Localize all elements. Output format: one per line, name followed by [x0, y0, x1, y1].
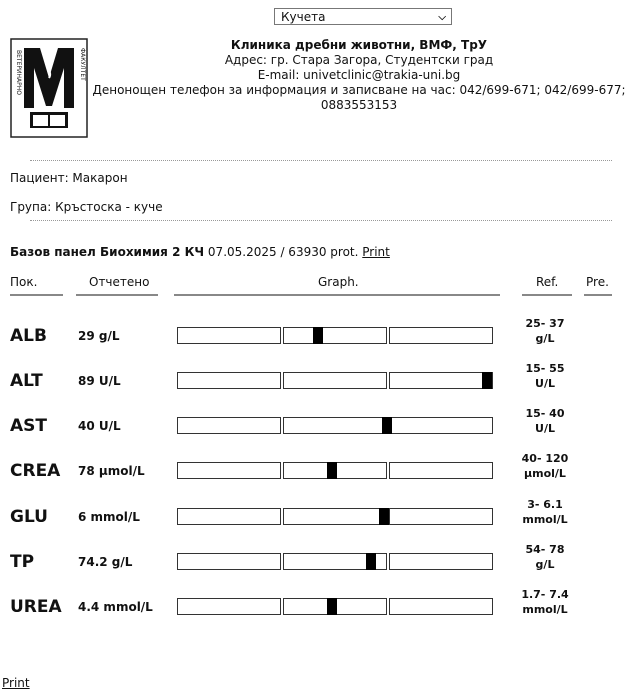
reference-range: [515, 316, 575, 346]
ref-range-text: 54- 78: [525, 543, 565, 556]
analyte-value: 29 g/L: [78, 329, 120, 343]
faculty-logo: [10, 38, 88, 138]
graph-segment-high: [389, 462, 493, 479]
analyte-value: 6 mmol/L: [78, 510, 140, 524]
result-row: [0, 498, 634, 547]
divider: [30, 220, 612, 221]
graph-segment-low: [177, 598, 281, 615]
ref-unit: g/L: [535, 558, 555, 571]
col-header-code: Пок.: [10, 275, 38, 289]
reference-range: [515, 587, 575, 617]
graph-segment-high: [389, 417, 493, 434]
graph-segment-low: [177, 372, 281, 389]
print-link-bottom[interactable]: Print: [2, 676, 30, 690]
svg-text:ФАКУЛТЕТ: ФАКУЛТЕТ: [79, 48, 86, 81]
ref-range-text: 15- 40: [525, 407, 565, 420]
analyte-value: 4.4 mmol/L: [78, 600, 153, 614]
col-header-value: Отчетено: [89, 275, 150, 289]
analyte-code: CREA: [10, 461, 61, 481]
ref-unit: mmol/L: [522, 603, 568, 616]
clinic-name: Клиника дребни животни, ВМФ, ТрУ: [230, 38, 488, 52]
graph-segment-normal: [283, 508, 387, 525]
ref-range-text: 1.7- 7.4: [521, 588, 569, 601]
ref-range-text: 40- 120: [521, 452, 569, 465]
svg-text:ВЕТЕРИНАРНО: ВЕТЕРИНАРНО: [15, 50, 22, 95]
ref-range-text: 3- 6.1: [527, 498, 563, 511]
analyte-code: ALB: [10, 326, 47, 346]
reference-range: [515, 497, 575, 527]
analyte-code: UREA: [10, 597, 62, 617]
col-underline: [584, 294, 612, 296]
reference-range: [515, 451, 575, 481]
value-marker: [482, 372, 492, 389]
ref-range-text: 25- 37: [525, 317, 565, 330]
print-link[interactable]: Print: [362, 245, 390, 259]
value-marker: [379, 508, 389, 525]
reference-range: [515, 542, 575, 572]
analyte-value: 89 U/L: [78, 374, 121, 388]
clinic-header: [84, 38, 634, 113]
result-row: [0, 543, 634, 592]
value-marker: [327, 598, 337, 615]
clinic-email: E-mail: univetclinic@trakia-uni.bg: [257, 68, 461, 82]
clinic-address: Адрес: гр. Стара Загора, Студентски град: [224, 53, 494, 67]
chevron-down-icon: ⌵: [438, 12, 446, 23]
species-select-value: Кучета: [281, 10, 326, 24]
graph-segment-high: [389, 508, 493, 525]
analyte-value: 74.2 g/L: [78, 555, 133, 569]
graph-segment-low: [177, 462, 281, 479]
panel-title: [10, 245, 390, 259]
patient-group: Група: Кръстоска - куче: [10, 200, 163, 214]
graph-segment-high: [389, 553, 493, 570]
graph-segment-high: [389, 327, 493, 344]
panel-meta: 07.05.2025 / 63930 prot.: [204, 245, 363, 259]
ref-unit: U/L: [535, 422, 555, 435]
col-underline: [522, 294, 572, 296]
col-header-pre: Pre.: [586, 275, 609, 289]
graph-segment-low: [177, 417, 281, 434]
result-row: [0, 362, 634, 411]
value-marker: [366, 553, 376, 570]
result-row: [0, 317, 634, 366]
analyte-code: GLU: [10, 507, 48, 527]
graph-segment-high: [389, 598, 493, 615]
graph-segment-normal: [283, 327, 387, 344]
graph-segment-high: [389, 372, 493, 389]
result-row: [0, 452, 634, 501]
analyte-value: 78 µmol/L: [78, 464, 145, 478]
patient-name: Пациент: Макарон: [10, 171, 128, 185]
result-row: [0, 407, 634, 456]
col-underline: [76, 294, 158, 296]
value-marker: [382, 417, 392, 434]
reference-range: [515, 361, 575, 391]
analyte-value: 40 U/L: [78, 419, 121, 433]
col-header-ref: Ref.: [536, 275, 559, 289]
analyte-code: TP: [10, 552, 35, 572]
reference-range: [515, 406, 575, 436]
species-select[interactable]: [274, 8, 452, 25]
graph-segment-low: [177, 327, 281, 344]
ref-unit: g/L: [535, 332, 555, 345]
ref-unit: mmol/L: [522, 513, 568, 526]
ref-unit: µmol/L: [524, 467, 566, 480]
ref-unit: U/L: [535, 377, 555, 390]
col-header-graph: Graph.: [318, 275, 359, 289]
graph-segment-normal: [283, 372, 387, 389]
result-row: [0, 588, 634, 637]
value-marker: [327, 462, 337, 479]
col-underline: [10, 294, 63, 296]
graph-segment-normal: [283, 417, 387, 434]
divider: [30, 160, 612, 161]
ref-range-text: 15- 55: [525, 362, 565, 375]
analyte-code: ALT: [10, 371, 43, 391]
graph-segment-low: [177, 508, 281, 525]
graph-segment-low: [177, 553, 281, 570]
col-underline: [174, 294, 500, 296]
panel-name: Базов панел Биохимия 2 КЧ: [10, 245, 205, 259]
analyte-code: AST: [10, 416, 47, 436]
clinic-phone: Денонощен телефон за информация и записване на час: 042/699-671; 042/699-677; 0883553153: [92, 83, 626, 112]
value-marker: [313, 327, 323, 344]
